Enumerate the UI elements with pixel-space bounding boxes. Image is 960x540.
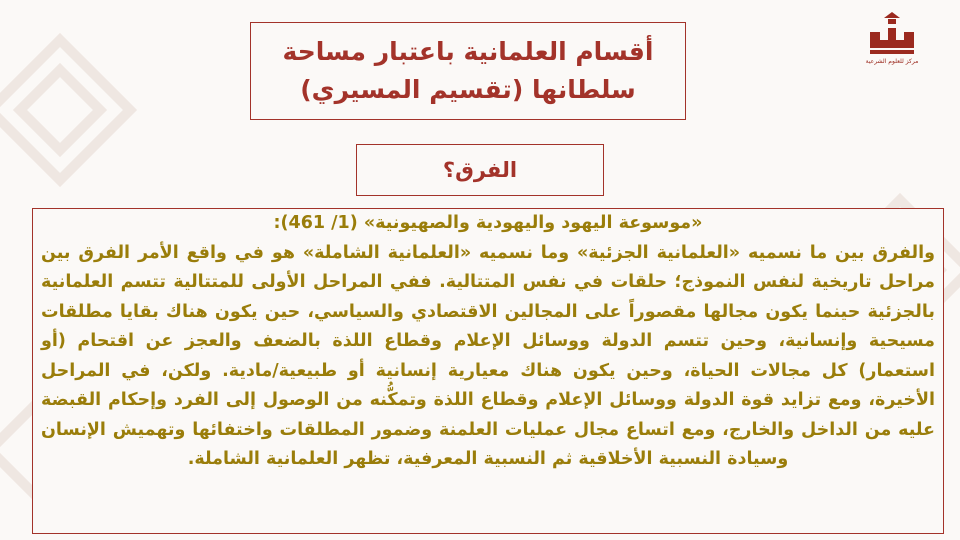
title-box bbox=[250, 22, 686, 120]
logo-tagline: مركز للعلوم الشرعية bbox=[865, 58, 919, 65]
brand-logo bbox=[852, 10, 932, 66]
quote-box bbox=[32, 208, 944, 534]
question-text: الفرق؟ bbox=[442, 158, 518, 182]
question-box bbox=[356, 144, 604, 196]
slide-title: أقسام العلمانية باعتبار مساحة سلطانها (تقسيم المسيري) bbox=[282, 37, 654, 104]
quote-body: والفرق بين ما نسميه «العلمانية الجزئية» وما نسميه «العلمانية الشاملة» هو في واقع الأمر الفرق بين مراحل تاريخية لنفس النموذج؛ حلقات في نفس المتتالية. ففي المراحل الأولى للمتتالية تتسم العلمانية بالجزئية حينما يكون مجالها مقصوراً على المجالين الاقتصادي والسياسي، حين يكون هناك بقايا مطلقات مسيحية وإنسانية، وحين تتسم الدولة ووسائل الإعلام وقطاع اللذة بالضعف والعجز عن اقتحام (أو استعمار) كل مجالات الحياة، وحين يكون هناك معيارية إنسانية أو طبيعية/مادية. ولكن، في المراحل الأخيرة، ومع تزايد قوة الدولة ووسائل الإعلام وقطاع اللذة وتمكُّنه من الوصول إلى الفرد وإحكام القبضة عليه من الداخل والخارج، ومع اتساع مجال عمليات العلمنة وضمور المطلقات واختفائها وتهميش الإنسان وسيادة النسبية الأخلاقية ثم النسبية المعرفية، تظهر العلمانية الشاملة. bbox=[41, 242, 935, 469]
quote-source: «موسوعة اليهود واليهودية والصهيونية» (1/ 461): bbox=[273, 213, 703, 233]
ihkam-logo-icon bbox=[866, 10, 918, 58]
quote-paragraph bbox=[33, 209, 943, 475]
